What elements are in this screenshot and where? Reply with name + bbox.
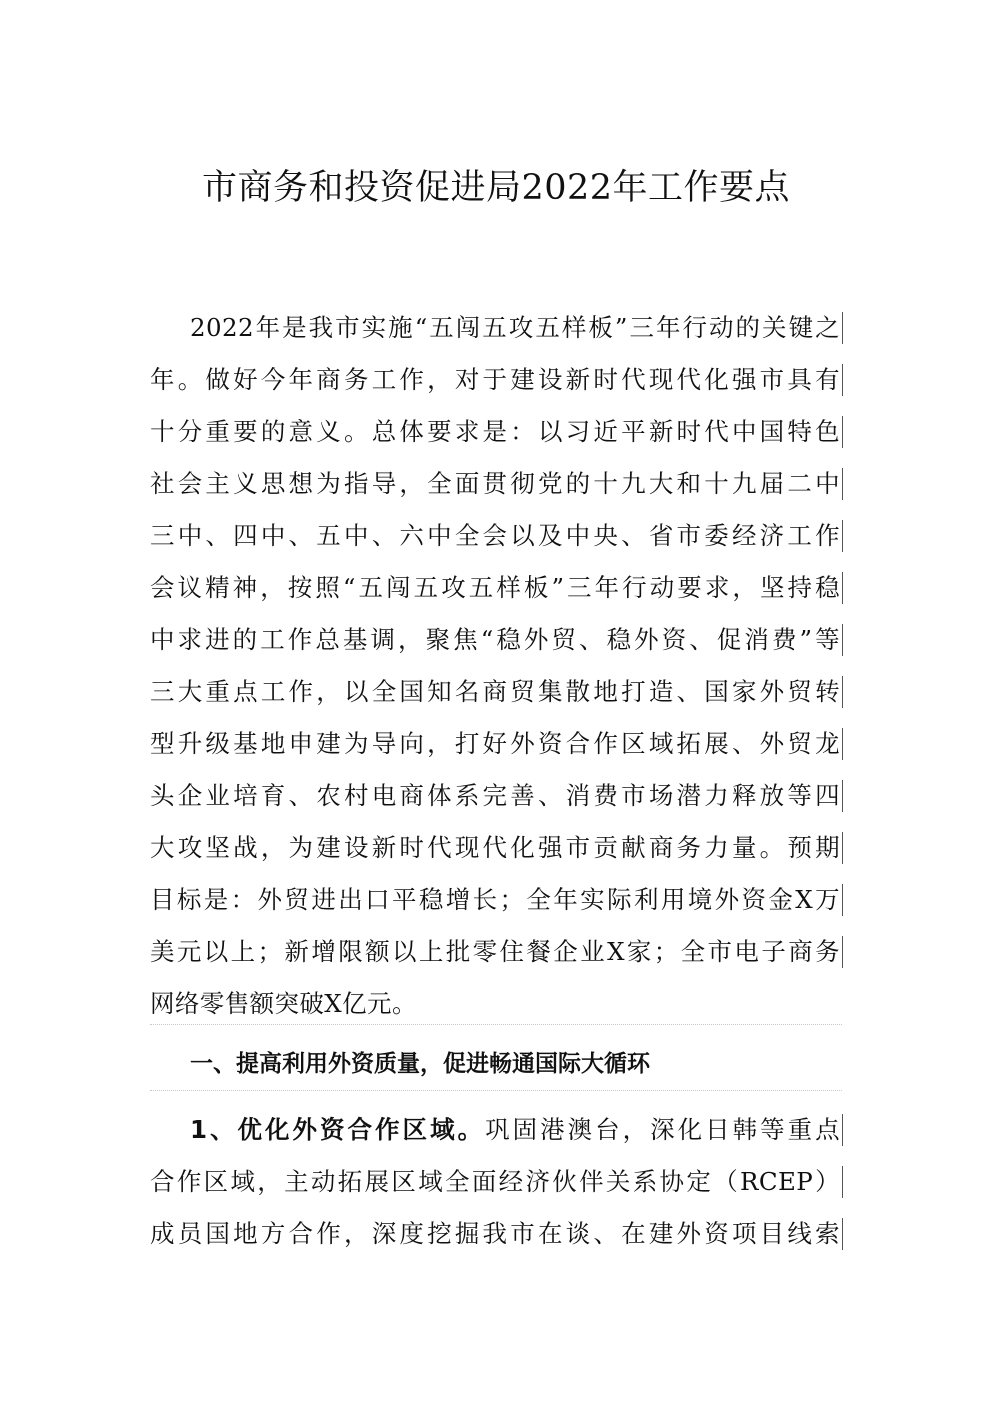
paragraph-line: 社会主义思想为指导，全面贯彻党的十九大和十九届二中 <box>150 469 840 498</box>
paragraph-line: 大攻坚战，为建设新时代现代化强市贡献商务力量。预期 <box>150 833 840 862</box>
text-boundary-marker <box>842 780 843 812</box>
text-boundary-marker <box>842 416 843 448</box>
text-boundary-marker <box>842 520 843 552</box>
text-boundary-marker <box>842 936 843 968</box>
paragraph-line: 2022年是我市实施“五闯五攻五样板”三年行动的关键之 <box>190 313 840 342</box>
text-boundary-marker <box>842 728 843 760</box>
text-boundary-marker <box>842 1114 843 1146</box>
paragraph-line: 网络零售额突破X亿元。 <box>150 989 417 1018</box>
paragraph-line: 中求进的工作总基调，聚焦“稳外贸、稳外资、促消费”等 <box>150 625 840 654</box>
paragraph-line: 三中、四中、五中、六中全会以及中央、省市委经济工作 <box>150 521 840 550</box>
text-boundary-marker <box>842 572 843 604</box>
document-title: 市商务和投资促进局2022年工作要点 <box>201 168 791 208</box>
text-boundary-marker <box>842 312 843 344</box>
paragraph-line: 合作区域，主动拓展区域全面经济伙伴关系协定（RCEP） <box>150 1167 840 1196</box>
text-boundary-marker <box>842 1218 843 1250</box>
item-lead: 1、优化外资合作区域。 <box>190 1115 486 1144</box>
paragraph-line <box>150 1104 840 1156</box>
text-boundary-marker <box>842 676 843 708</box>
paragraph-line: 美元以上；新增限额以上批零住餐企业X家；全市电子商务 <box>150 937 840 966</box>
paragraph-separator <box>150 1090 842 1091</box>
paragraph-separator <box>150 1024 842 1025</box>
text-boundary-marker <box>842 364 843 396</box>
paragraph-line: 目标是：外贸进出口平稳增长；全年实际利用境外资金X万 <box>150 885 840 914</box>
text-boundary-marker <box>842 832 843 864</box>
paragraph-line: 型升级基地申建为导向，打好外资合作区域拓展、外贸龙 <box>150 729 840 758</box>
text-boundary-marker <box>842 1166 843 1198</box>
text-boundary-marker <box>842 624 843 656</box>
paragraph-line: 头企业培育、农村电商体系完善、消费市场潜力释放等四 <box>150 781 840 810</box>
paragraph-line: 十分重要的意义。总体要求是：以习近平新时代中国特色 <box>150 417 840 446</box>
item-text: 巩固港澳台，深化日韩等重点 <box>485 1115 840 1144</box>
text-boundary-marker <box>842 884 843 916</box>
text-boundary-marker <box>842 468 843 500</box>
section-heading: 一、提高利用外资质量，促进畅通国际大循环 <box>190 1051 650 1077</box>
paragraph-line: 会议精神，按照“五闯五攻五样板”三年行动要求，坚持稳 <box>150 573 840 602</box>
paragraph-line: 三大重点工作，以全国知名商贸集散地打造、国家外贸转 <box>150 677 840 706</box>
paragraph-line: 年。做好今年商务工作，对于建设新时代现代化强市具有 <box>150 365 840 394</box>
paragraph-line: 成员国地方合作，深度挖掘我市在谈、在建外资项目线索 <box>150 1219 840 1248</box>
